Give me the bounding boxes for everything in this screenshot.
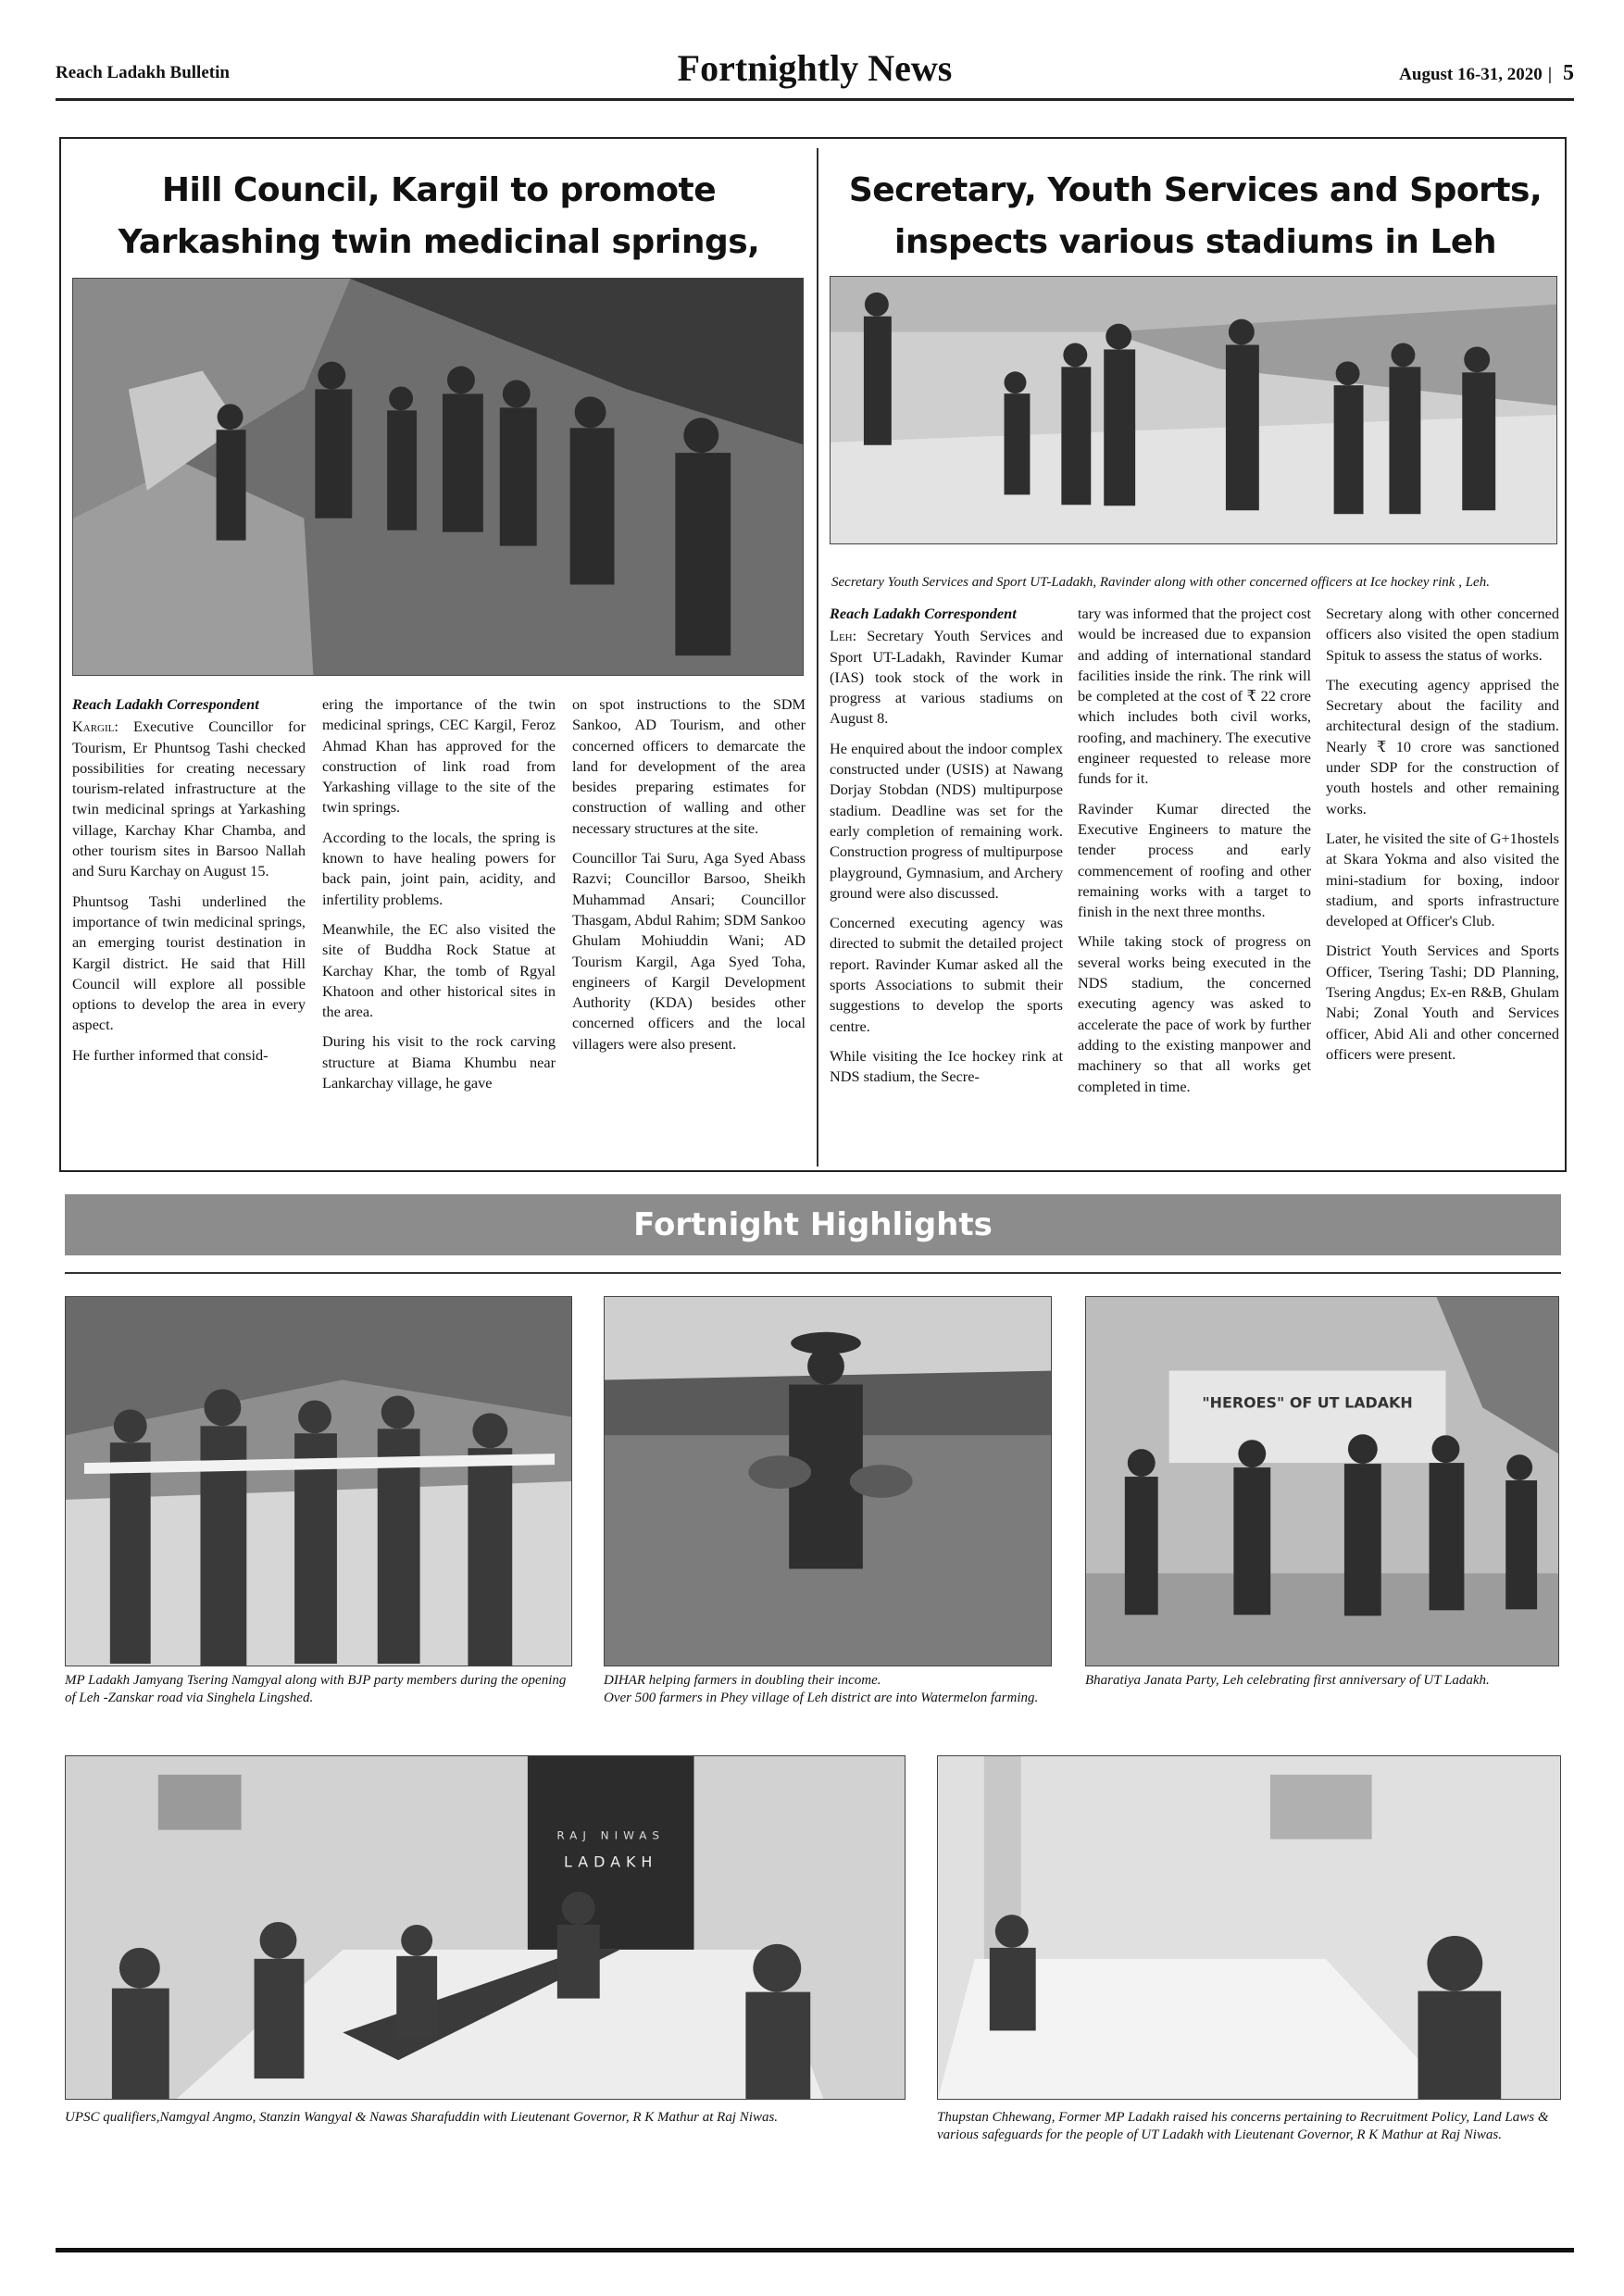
article1-headline: Hill Council, Kargil to promote Yarkashing twin medicinal springs, [118,171,760,261]
masthead-rule [56,98,1574,101]
article1-paragraph: ering the importance of the twin medicinal springs, CEC Kargil, Feroz Ahmad Khan has approved for the construction of link road from Yarkashing village to the site of the twin springs. [322,695,556,817]
highlights-rule [65,1272,1561,1274]
highlight-photo-thupstan-meeting [937,1755,1561,2100]
caption-watermelon [604,1672,1052,1707]
article1-paragraph: Phuntsog Tashi underlined the importance of twin medicinal springs, an emerging tourist destination in Kargil district. He said that Hill Council will explore all possible options to develop the area in every aspect. [72,892,306,1034]
article1-photo [72,278,804,676]
article2-paragraph: The executing agency apprised the Secretary about the facility and architectural design of the stadium. Nearly ₹ 10 crore was sanctioned under SDP for the construction of youth hostels and other remaining works. [1326,675,1559,817]
column-divider [817,148,818,1167]
bottom-rule [56,2248,1574,2252]
article2-paragraph: Secretary along with other concerned officers also visited the open stadium Spituk to assess the status of works. [1326,605,1559,664]
article2-dateline: Leh: [830,627,857,645]
article1-paragraph: He further informed that consid- [72,1045,269,1064]
top-stories-box [59,137,1567,1172]
article1-paragraph: Councillor Tai Suru, Aga Syed Abass Razvi; Councillor Barsoo, Sheikh Muhammad Ansari; Councillor Thasgam, Abdul Rahim; SDM Sankoo Ghulam Mohiuddin Wani; AD Tourism Kargil, Aga Syed Toha, engineers of Kargil Development Authority (KDA) besides other concerned officers and the local villagers were also present. [572,849,806,1053]
highlight-photo-watermelon-farmer [604,1296,1052,1666]
sign-ladakh: LADAKH [563,1853,658,1871]
highlight-photo-road-opening [65,1296,572,1666]
article1-column-1 [72,694,306,1075]
article2-paragraph: While taking stock of progress on several works being executed in the NDS stadium, the concerned executing agency was asked to accelerate the pace of work by further adding to the existing manpower and machinery so that all works get completed in time. [1078,932,1311,1095]
article1-paragraph: During his visit to the rock carving structure at Biama Khumbu near Lankarchay village, he gave [322,1032,556,1092]
article2-paragraph: Concerned executing agency was directed to submit the detailed project report. Ravinder Kumar asked all the sports Associations to submit their suggestions to develop the sports centre. [830,914,1063,1035]
article2-paragraph: Ravinder Kumar directed the Executive Engineers to mature the tender process and early commencement of roofing and other remaining works with a target to finish in the next three months. [1078,799,1311,921]
caption-thupstan-meeting: Thupstan Chhewang, Former MP Ladakh raised his concerns pertaining to Recruitment Policy, Land Laws & various safeguards for the people of UT Ladakh with Lieutenant Governor, R K Mathur at Raj Niwas. [937,2110,1549,2142]
article1-paragraph: Meanwhile, the EC also visited the site of Buddha Rock Statue at Karchay Khar, the tomb of Rgyal Khatoon and other historical sites in the area. [322,919,556,1021]
article1-byline: Reach Ladakh Correspondent [72,695,259,713]
highlight-photo-upsc-qualifiers [65,1755,906,2100]
article2-column-1 [830,604,1063,1097]
masthead [56,46,1574,102]
section-title: Fortnightly News [677,47,953,89]
article2-paragraph: While visiting the Ice hockey rink at NDS stadium, the Secre- [830,1046,1063,1086]
article2-photo [830,276,1557,544]
article2-paragraph: He enquired about the indoor complex constructed under (USIS) at Nawang Dorjay Stobdan (NDS) multipurpose stadium. Deadline was set for the early completion of remaining work. Construction progress of multipurpose playground, Gymnasium, and Archery ground were also discussed. [830,739,1063,902]
article2-paragraph: Later, he visited the site of G+1hostels at Skara Yokma and also visited the mini-stadium for boxing, indoor stadium, and sports infrastructure developed at Officer's Club. [1326,829,1559,930]
article1-paragraph: Kargil: Executive Councillor for Tourism, Er Phuntsog Tashi checked possibilities for creating necessary tourism-related infrastructure at the twin medicinal springs at Yarkashing village, Karchay Khar Chamba, and other tourism sites in Barsoo Nallah and Suru Karchay on August 15. [72,718,306,880]
highlights-title-bar: Fortnight Highlights [65,1194,1561,1255]
caption-watermelon-line-2: Over 500 farmers in Phey village of Leh district are into Watermelon farming. [604,1691,1039,1705]
article1-dateline: Kargil: [72,718,119,736]
caption-upsc-qualifiers: UPSC qualifiers,Namgyal Angmo, Stanzin Wangyal & Nawas Sharafuddin with Lieutenant Governor, R K Mathur at Raj Niwas. [65,2110,779,2125]
separator: | [1547,65,1552,84]
article2-column-2 [1078,604,1311,1106]
article2-paragraph: District Youth Services and Sports Officer, Tsering Tashi; DD Planning, Tsering Angdus; Ex-en R&B, Ghulam Nabi; Zonal Youth and Services officer, Abid Ali and other concerned officers were present. [1326,942,1559,1063]
caption-road-opening: MP Ladakh Jamyang Tsering Namgyal along with BJP party members during the opening of Leh -Zanskar road via Singhela Lingshed. [65,1673,567,1705]
page-number: 5 [1563,61,1574,85]
article2-paragraph: tary was informed that the project cost would be increased due to expansion and adding of international standard facilities inside the rink. The rink will be completed at the cost of ₹ 22 crore which includes both civil works, roofing, and machinery. The executive engineer requested to release more funds for it. [1078,605,1311,788]
article1-column-3 [572,694,806,1064]
heroes-banner-text: "HEROES" OF UT LADAKH [1202,1393,1413,1412]
article2-byline: Reach Ladakh Correspondent [830,605,1017,622]
sign-raj-niwas: RAJ NIWAS [556,1828,666,1842]
article2-photo-caption: Secretary Youth Services and Sport UT-Ladakh, Ravinder along with other concerned officers at Ice hockey rink , Leh. [831,575,1490,590]
article1-paragraph: on spot instructions to the SDM Sankoo, AD Tourism, and other concerned officers to demarcate the land for development of the area besides preparing estimates for construction of walling and other necessary structures at the site. [572,695,806,837]
caption-watermelon-line-1: DIHAR helping farmers in doubling their income. [604,1673,881,1688]
article1-paragraph: According to the locals, the spring is known to have healing powers for back pain, joint pain, acidity, and infertility problems. [322,828,556,908]
issue-date: August 16-31, 2020 [1399,65,1543,84]
article1-column-2 [322,694,556,1103]
caption-bjp-celebration: Bharatiya Janata Party, Leh celebrating first anniversary of UT Ladakh. [1085,1673,1490,1688]
highlight-photo-bjp-celebration [1085,1296,1559,1666]
article2-column-3 [1326,604,1559,1074]
issue-info [1399,61,1574,86]
article2-headline: Secretary, Youth Services and Sports, inspects various stadiums in Leh [848,171,1543,261]
publication-name: Reach Ladakh Bulletin [56,63,230,82]
article2-paragraph: Leh: Secretary Youth Services and Sport UT-Ladakh, Ravinder Kumar (IAS) took stock of the work in progress at various stadiums on August 8. [830,627,1063,728]
